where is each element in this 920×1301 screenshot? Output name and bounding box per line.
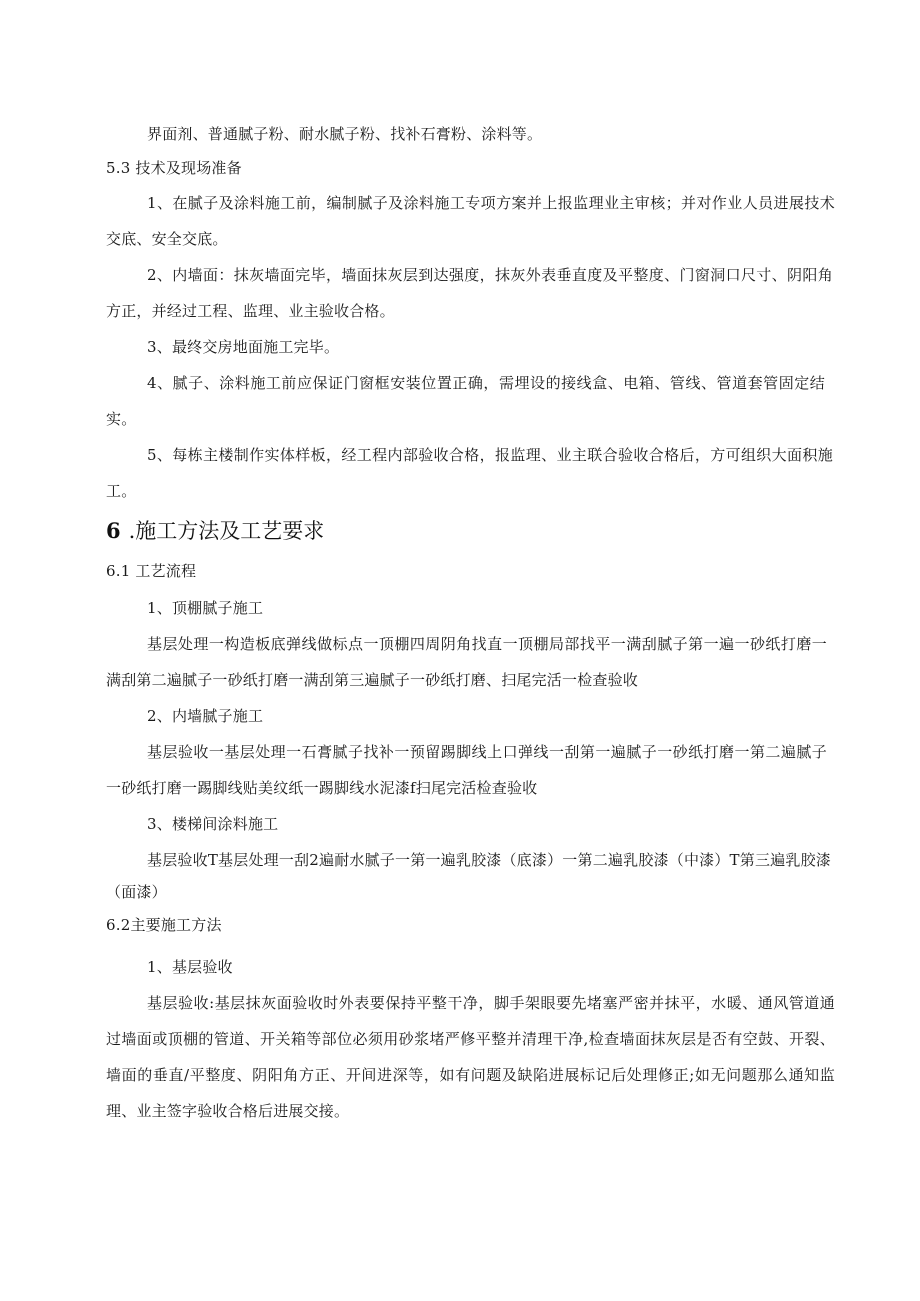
heading-6-1: 6.1 工艺流程 [106, 562, 197, 580]
prep-item-4-line-2: 实。 [106, 410, 137, 428]
method-1-line-4: 理、业主签字验收合格后进展交接。 [106, 1102, 350, 1120]
method-1-title: 1、基层验收 [147, 958, 233, 976]
method-1-line-3: 墙面的垂直/平整度、阴阳角方正、开间进深等，如有问题及缺陷进展标记后处理修正;如无问题那么通知监 [106, 1066, 835, 1084]
materials-tail: 界面剂、普通腻子粉、耐水腻子粉、找补石膏粉、涂料等。 [147, 125, 543, 143]
flow-2-line-1: 基层验收一基层处理一石膏腻子找补一预留踢脚线上口弹线一刮第一遍腻子一砂纸打磨一第二遍腻子 [147, 743, 827, 761]
prep-item-3-line-1: 3、最终交房地面施工完毕。 [147, 338, 340, 356]
prep-item-5-line-2: 工。 [106, 482, 137, 500]
flow-3-title: 3、楼梯间涂料施工 [147, 815, 279, 833]
method-1-line-1: 基层验收:基层抹灰面验收时外表要保持平整干净，脚手架眼要先堵塞严密并抹平，水暖、通风管道通 [147, 994, 835, 1012]
flow-3-line-2: （面漆） [106, 883, 167, 901]
section-6-title: .施工方法及工艺要求 [128, 519, 325, 543]
flow-2-line-2: 一砂纸打磨一踢脚线贴美纹纸一踢脚线水泥漆f扫尾完活检查验收 [106, 779, 538, 797]
flow-3-line-1: 基层验收T基层处理一刮2遍耐水腻子一第一遍乳胶漆（底漆）一第二遍乳胶漆（中漆）T第三遍乳胶漆 [147, 851, 831, 869]
prep-item-1-line-2: 交底、安全交底。 [106, 230, 228, 248]
flow-1-line-1: 基层处理一构造板底弹线做标点一顶棚四周阴角找直一顶棚局部找平一满刮腻子第一遍一砂纸打磨一 [147, 635, 827, 653]
prep-item-5-line-1: 5、每栋主楼制作实体样板，经工程内部验收合格，报监理、业主联合验收合格后，方可组织大面积施 [147, 446, 833, 464]
prep-item-2-line-2: 方正，并经过工程、监理、业主验收合格。 [106, 302, 395, 320]
flow-2-title: 2、内墙腻子施工 [147, 707, 264, 725]
prep-item-2-line-1: 2、内墙面：抹灰墙面完毕，墙面抹灰层到达强度，抹灰外表垂直度及平整度、门窗洞口尺寸、阴阳角 [147, 266, 833, 284]
flow-1-line-2: 满刮第二遍腻子一砂纸打磨一满刮第三遍腻子一砂纸打磨、扫尾完活一检查验收 [106, 671, 639, 689]
method-1-line-2: 过墙面或顶棚的管道、开关箱等部位必须用砂浆堵严修平整并清理干净,检查墙面抹灰层是否有空鼓、开裂、 [106, 1030, 835, 1048]
flow-1-title: 1、顶棚腻子施工 [147, 599, 264, 617]
heading-6-2: 6.2主要施工方法 [106, 916, 222, 934]
section-6-number: 6 [106, 518, 121, 543]
heading-5-3: 5.3 技术及现场准备 [106, 159, 242, 177]
prep-item-1-line-1: 1、在腻子及涂料施工前，编制腻子及涂料施工专项方案并上报监理业主审核；并对作业人员进展技术 [147, 194, 835, 212]
section-6-heading [106, 518, 324, 544]
prep-item-4-line-1: 4、腻子、涂料施工前应保证门窗框安装位置正确，需埋设的接线盒、电箱、管线、管道套管固定结 [147, 374, 825, 392]
